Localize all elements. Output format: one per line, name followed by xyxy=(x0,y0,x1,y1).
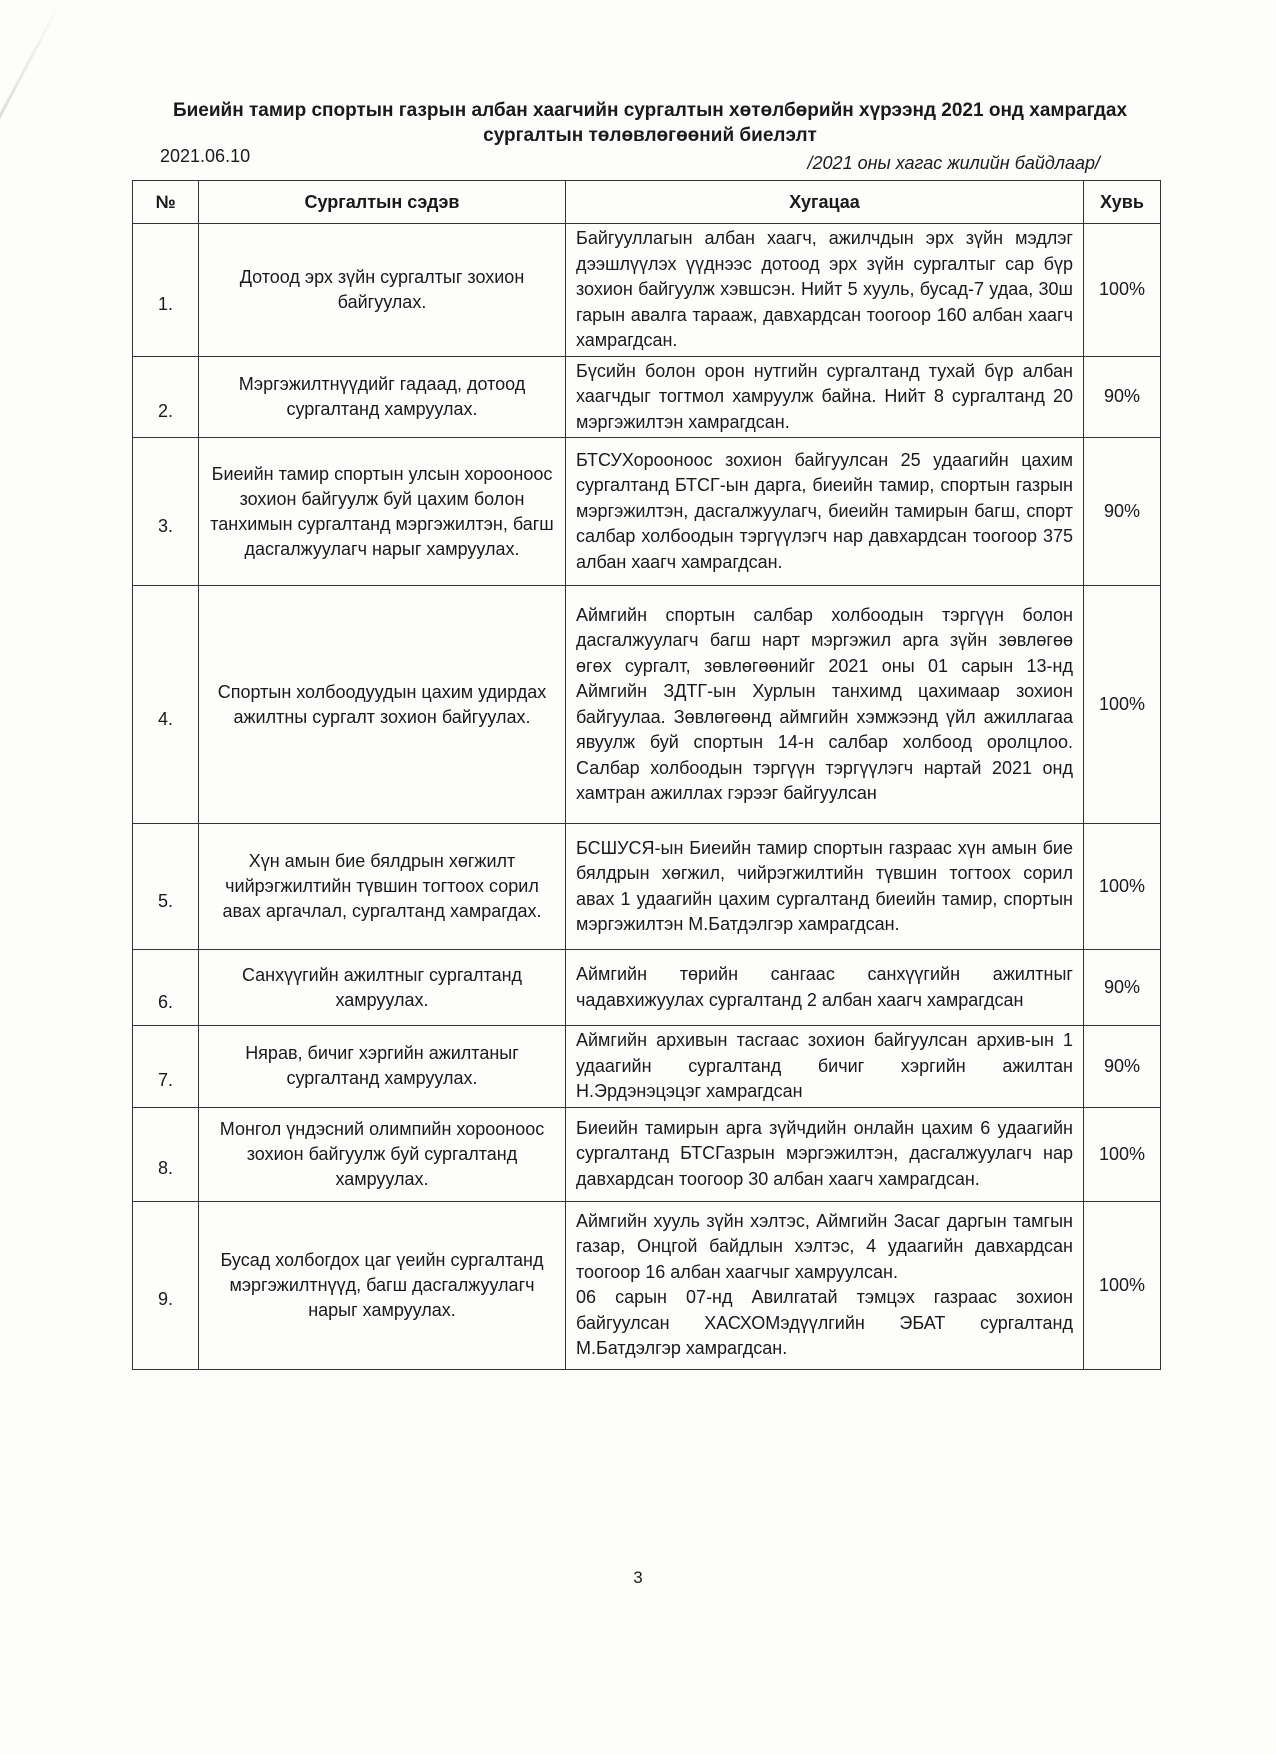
row-number: 2. xyxy=(133,356,199,438)
row-topic: Хүн амын бие бялдрын хөгжилт чийрэгжилтийн түвшин тогтоох сорил авах аргачлал, сургалтанд хамрагдах. xyxy=(199,824,566,950)
table-row xyxy=(133,356,1161,438)
training-plan-table xyxy=(132,180,1161,1370)
row-percent: 90% xyxy=(1084,356,1161,438)
header-topic: Сургалтын сэдэв xyxy=(199,181,566,224)
row-execution: Байгууллагын албан хаагч, ажилчдын эрх зүйн мэдлэг дээшлүүлэх үүднээс дотоод эрх зүйн сургалтыг сар бүр зохион байгуулж хэвшсэн. Нийт 5 хууль, бусад-7 удаа, 30ш гарын авалга тарааж, давхардсан тоогоор 160 албан хаагч хамрагдсан. xyxy=(566,224,1084,357)
row-topic: Санхүүгийн ажилтныг сургалтанд хамруулах. xyxy=(199,950,566,1026)
row-number: 1. xyxy=(133,224,199,357)
row-execution: Аймгийн хууль зүйн хэлтэс, Аймгийн Засаг даргын тамгын газар, Онцгой байдлын хэлтэс, 4 удаагийн давхардсан тоогоор 16 албан хаагчыг хамруулсан. 06 сарын 07-нд Авилгатай тэмцэх газраас зохион байгуулсан ХАСХОМэдүүлгийн ЭБАТ сургалтанд М.Батдэлгэр хамрагдсан. xyxy=(566,1201,1084,1369)
document-title: Биеийн тамир спортын газрын албан хаагчийн сургалтын хөтөлбөрийн хүрээнд 2021 онд хамрагдах сургалтын төлөвлөгөөний биелэлт xyxy=(172,100,1128,146)
row-topic: Мэргэжилтнүүдийг гадаад, дотоод сургалтанд хамруулах. xyxy=(199,356,566,438)
table-header-row xyxy=(133,181,1161,224)
table-row xyxy=(133,586,1161,824)
row-percent: 100% xyxy=(1084,1107,1161,1201)
row-execution: Биеийн тамирын арга зүйчдийн онлайн цахим 6 удаагийн сургалтанд БТСГазрын мэргэжилтэн, дасгалжуулагч нар давхардсан тоогоор 30 албан хаагч хамрагдсан. xyxy=(566,1107,1084,1201)
row-number: 7. xyxy=(133,1026,199,1108)
row-number: 8. xyxy=(133,1107,199,1201)
header-execution: Хугацаа xyxy=(566,181,1084,224)
row-topic: Спортын холбоодуудын цахим удирдах ажилтны сургалт зохион байгуулах. xyxy=(199,586,566,824)
row-execution: Аймгийн спортын салбар холбоодын тэргүүн болон дасгалжуулагч багш нарт мэргэжил арга зүйн зөвлөгөө өгөх сургалт, зөвлөгөөнийг 2021 оны 01 сарын 13-нд Аймгийн ЗДТГ-ын Хурлын танхимд цахимаар зохион байгуулаа. Зөвлөгөөнд аймгийн хэмжээнд үйл ажиллагаа явуулж буй спортын 14-н салбар холбоод оролцлоо. Салбар холбоодын тэргүүн тэргүүлэгч нартай 2021 онд хамтран ажиллах гэрээг байгуулсан xyxy=(566,586,1084,824)
row-topic: Дотоод эрх зүйн сургалтыг зохион байгуулах. xyxy=(199,224,566,357)
row-number: 5. xyxy=(133,824,199,950)
row-execution: Аймгийн архивын тасгаас зохион байгуулсан архив-ын 1 удаагийн сургалтанд бичиг хэргийн ажилтан Н.Эрдэнэцэцэг хамрагдсан xyxy=(566,1026,1084,1108)
row-percent: 90% xyxy=(1084,950,1161,1026)
row-topic: Монгол үндэсний олимпийн хорооноос зохион байгуулж буй сургалтанд хамруулах. xyxy=(199,1107,566,1201)
table-row xyxy=(133,438,1161,586)
table-body xyxy=(133,224,1161,1370)
row-percent: 100% xyxy=(1084,824,1161,950)
row-execution: Аймгийн төрийн сангаас санхүүгийн ажилтныг чадавхижуулах сургалтанд 2 албан хаагч хамрагдсан xyxy=(566,950,1084,1026)
row-number: 4. xyxy=(133,586,199,824)
row-percent: 90% xyxy=(1084,438,1161,586)
row-percent: 100% xyxy=(1084,224,1161,357)
row-number: 6. xyxy=(133,950,199,1026)
row-execution: Бүсийн болон орон нутгийн сургалтанд тухай бүр албан хаагчдыг тогтмол хамруулж байна. Нийт 8 сургалтанд 20 мэргэжилтэн хамрагдсан. xyxy=(566,356,1084,438)
document-date: 2021.06.10 xyxy=(160,146,251,166)
header-no: № xyxy=(133,181,199,224)
period-note: /2021 оны хагас жилийн байдлаар/ xyxy=(807,153,1100,173)
row-percent: 90% xyxy=(1084,1026,1161,1108)
scan-artifact xyxy=(0,0,63,337)
row-execution: БТСУХорооноос зохион байгуулсан 25 удаагийн цахим сургалтанд БТСГ-ын дарга, биеийн тамир, спортын газрын мэргэжилтэн, дасгалжуулагч, биеийн тамирын багш, спорт салбар холбоодын тэргүүлэгч нар давхардсан тоогоор 375 албан хаагч хамрагдсан. xyxy=(566,438,1084,586)
row-topic: Биеийн тамир спортын улсын хорооноос зохион байгуулж буй цахим болон танхимын сургалтанд мэргэжилтэн, багш дасгалжуулагч нарыг хамруулах. xyxy=(199,438,566,586)
row-percent: 100% xyxy=(1084,1201,1161,1369)
table-row xyxy=(133,1026,1161,1108)
table-row xyxy=(133,950,1161,1026)
row-percent: 100% xyxy=(1084,586,1161,824)
row-number: 3. xyxy=(133,438,199,586)
header-percent: Хувь xyxy=(1084,181,1161,224)
row-number: 9. xyxy=(133,1201,199,1369)
table-row xyxy=(133,224,1161,357)
page-number: 3 xyxy=(633,1568,643,1587)
table-row xyxy=(133,824,1161,950)
row-execution: БСШУСЯ-ын Биеийн тамир спортын газраас хүн амын бие бялдрын хөгжил, чийрэгжилтийн түвшин тогтоох сорил авах 1 удаагийн цахим сургалтанд биеийн тамир, спортын мэргэжилтэн М.Батдэлгэр хамрагдсан. xyxy=(566,824,1084,950)
row-topic: Нярав, бичиг хэргийн ажилтаныг сургалтанд хамруулах. xyxy=(199,1026,566,1108)
row-topic: Бусад холбогдох цаг үеийн сургалтанд мэргэжилтнүүд, багш дасгалжуулагч нарыг хамруулах. xyxy=(199,1201,566,1369)
table-row xyxy=(133,1201,1161,1369)
table-row xyxy=(133,1107,1161,1201)
